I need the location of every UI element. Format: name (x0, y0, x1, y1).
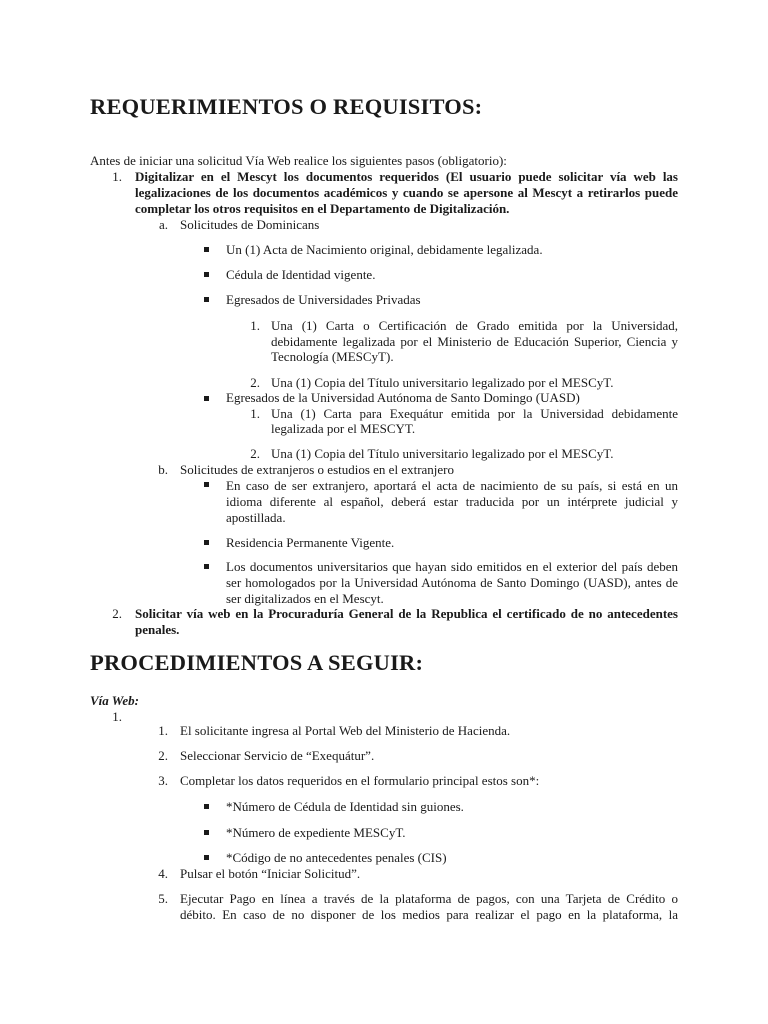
bullet-icon (204, 396, 212, 402)
item-1-line-1: Digitalizar en el Mescyt los documentos requeridos (El usuario puede solicitar vía web las (135, 169, 678, 184)
bullet-icon (204, 272, 212, 278)
item-1-line-3: completar los otros requisitos en el Departamento de Digitalización. (135, 201, 510, 216)
step-2-text: Seleccionar Servicio de “Exequátur”. (180, 748, 375, 763)
item-b-label: Solicitudes de extranjeros o estudios en el extranjero (180, 462, 455, 477)
step-3-bullet-3: *Código de no antecedentes penales (CIS) (226, 850, 447, 865)
private-item-2-number: 2. (250, 375, 260, 390)
uasd-item-2-number: 2. (250, 446, 260, 461)
uasd-item-1-line-1: Una (1) Carta para Exequátur emitida por la Universidad debidamente (271, 406, 678, 421)
via-web-subtitle: Vía Web: (90, 693, 139, 708)
a-bullet-2: Cédula de Identidad vigente. (226, 267, 376, 282)
step-5-line-2: débito. En caso de no disponer de los medios para realizar el pago en la plataforma, la (180, 907, 678, 922)
bullet-icon (204, 540, 212, 546)
step-4-number: 4. (158, 866, 168, 881)
private-item-1-line-1: Una (1) Carta o Certificación de Grado emitida por la Universidad, (271, 318, 678, 333)
b-bullet-2: Residencia Permanente Vigente. (226, 535, 395, 550)
item-1-line-2: legalizaciones de los documentos académicos y cuando se apersone al Mescyt a retirarlos puede (135, 185, 678, 200)
intro-text: Antes de iniciar una solicitud Vía Web realice los siguientes pasos (obligatorio): (90, 153, 507, 168)
bullet-icon (204, 830, 212, 836)
step-3-bullet-1: *Número de Cédula de Identidad sin guiones. (226, 799, 464, 814)
item-2-line-1: Solicitar vía web en la Procuraduría General de la Republica el certificado de no antecedentes (135, 606, 678, 621)
item-b-letter: b. (158, 462, 168, 477)
a-bullet-1: Un (1) Acta de Nacimiento original, debidamente legalizada. (226, 242, 543, 257)
item-2-number: 2. (112, 606, 122, 621)
uasd-item-2-text: Una (1) Copia del Título universitario legalizado por el MESCyT. (271, 446, 614, 461)
private-item-1-number: 1. (250, 318, 260, 333)
step-5-number: 5. (158, 891, 168, 906)
step-4-text: Pulsar el botón “Iniciar Solicitud”. (180, 866, 361, 881)
private-item-1-line-2: debidamente legalizada por el Ministerio de Educación Superior, Ciencia y (271, 334, 678, 349)
private-item-1-line-3: Tecnología (MESCyT). (271, 349, 394, 364)
uasd-item-1-number: 1. (250, 406, 260, 421)
private-item-2-text: Una (1) Copia del Título universitario legalizado por el MESCyT. (271, 375, 614, 390)
item-a-label: Solicitudes de Dominicans (180, 217, 320, 232)
bullet-icon (204, 297, 212, 303)
bullet-icon (204, 482, 212, 488)
item-a-letter: a. (158, 217, 168, 232)
b-bullet-3-line-2: ser homologados por la Universidad Autónoma de Santo Domingo (UASD), antes de (226, 575, 678, 590)
a-bullet-3: Egresados de Universidades Privadas (226, 292, 421, 307)
step-5-line-1: Ejecutar Pago en línea a través de la plataforma de pagos, con una Tarjeta de Crédito o (180, 891, 678, 906)
item-1-number: 1. (112, 169, 122, 184)
bullet-icon (204, 247, 212, 253)
bullet-icon (204, 855, 212, 861)
bullet-icon (204, 804, 212, 810)
procedures-heading: PROCEDIMIENTOS A SEGUIR: (90, 650, 424, 675)
item-2-line-2: penales. (135, 622, 180, 637)
bullet-icon (204, 564, 212, 570)
step-3-text: Completar los datos requeridos en el formulario principal estos son*: (180, 773, 540, 788)
uasd-item-1-line-2: legalizada por el MESCYT. (271, 421, 416, 436)
requirements-heading: REQUERIMIENTOS O REQUISITOS: (90, 94, 483, 119)
step-3-number: 3. (158, 773, 168, 788)
b-bullet-1-line-1: En caso de ser extranjero, aportará el acta de nacimiento de su país, si está en un (226, 478, 678, 493)
a-bullet-4: Egresados de la Universidad Autónoma de Santo Domingo (UASD) (226, 390, 580, 405)
b-bullet-3-line-3: ser digitalizados en el Mescyt. (226, 591, 384, 606)
b-bullet-3-line-1: Los documentos universitarios que hayan sido emitidos en el exterior del país deben (226, 559, 678, 574)
step-1-number: 1. (158, 723, 168, 738)
step-2-number: 2. (158, 748, 168, 763)
step-3-bullet-2: *Número de expediente MESCyT. (226, 825, 406, 840)
b-bullet-1-line-2: idioma diferente al español, deberá estar traducida por un intérprete judicial y (226, 494, 678, 509)
outer-step-number: 1. (112, 709, 122, 724)
b-bullet-1-line-3: apostillada. (226, 510, 286, 525)
step-1-text: El solicitante ingresa al Portal Web del Ministerio de Hacienda. (180, 723, 511, 738)
